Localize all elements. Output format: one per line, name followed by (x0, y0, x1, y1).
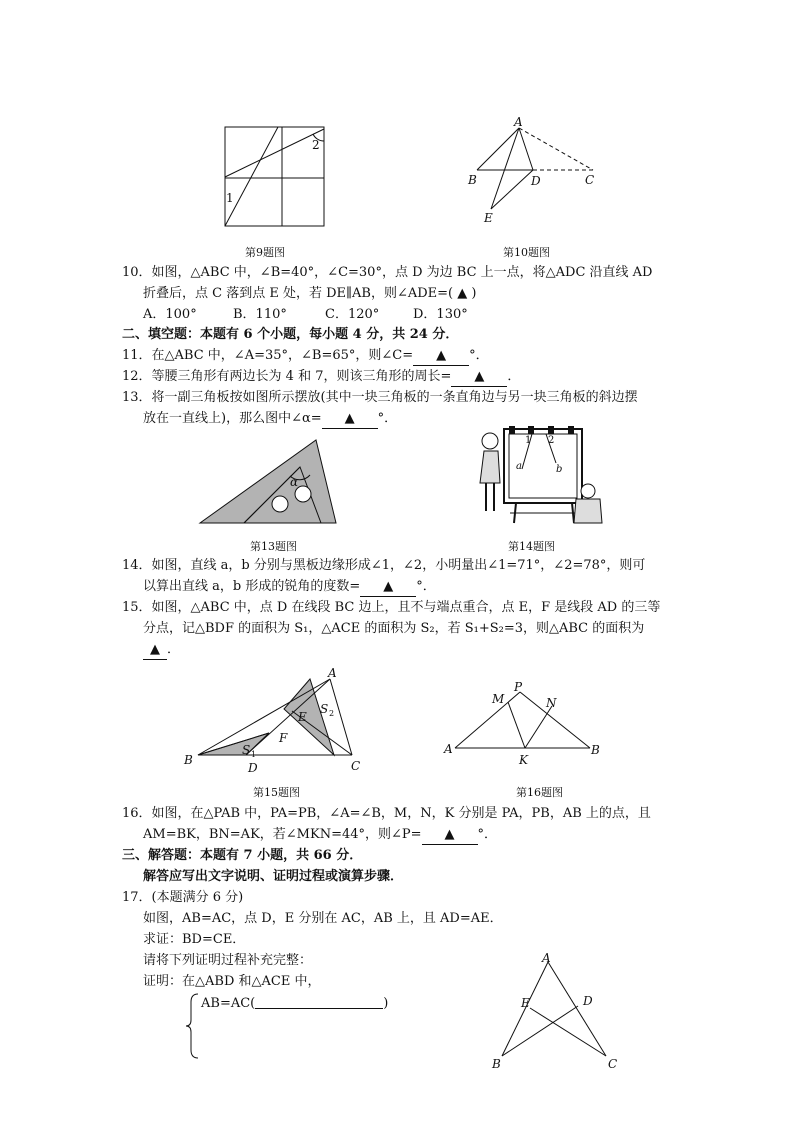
caption-fig13: 第13题图 (250, 540, 297, 553)
caption-fig16: 第16题图 (516, 786, 563, 799)
q10-option-d: D．130° (413, 307, 468, 322)
q17-line4: 证明：在△ABD 和△ACE 中， (143, 974, 321, 989)
q11: 11．在△ABC 中，∠A=35°，∠B=65°，则∠C= ▲ °． (122, 347, 489, 366)
fig16-label-P: P (514, 680, 523, 694)
q16-line1: 16．如图，在△PAB 中，PA=PB，∠A=∠B，M，N，K 分别是 PA，PB，AB 上的点，且 (122, 806, 651, 821)
q15-line1: 15．如图，△ABC 中，点 D 在线段 BC 边上，且不与端点重合，点 E，F 是线段 AD 的三等 (122, 600, 661, 615)
q15-line2: 分点，记△BDF 的面积为 S₁，△ACE 的面积为 S₂，若 S₁+S₂=3，则△ABC 的面积为 (143, 621, 645, 636)
fig15-label-S1-sub: 1 (251, 750, 257, 759)
fig10-label-B: B (468, 173, 477, 187)
q17-brace (185, 992, 201, 1060)
fig14-label-a: a (516, 461, 522, 472)
q13-line1: 13．将一副三角板按如图所示摆放(其中一块三角板的一条直角边与另一块三角板的斜边摆 (122, 390, 638, 405)
q17-line2: 求证：BD=CE． (143, 932, 246, 947)
fig9-label-2: 2 (312, 138, 320, 152)
figure-15 (180, 665, 370, 777)
caption-fig14: 第14题图 (508, 540, 555, 553)
fig10-label-C: C (585, 173, 595, 187)
q12: 12．等腰三角形有两边长为 4 和 7，则该三角形的周长= ▲ ． (122, 368, 520, 387)
fig14-label-1: 1 (525, 435, 532, 446)
caption-fig15: 第15题图 (253, 786, 300, 799)
fig17-label-B: B (492, 1057, 501, 1071)
fig17-label-E: E (521, 996, 530, 1010)
q14-line1: 14．如图，直线 a，b 分别与黑板边缘形成∠1，∠2，小明量出∠1=71°，∠2=78°，则可 (122, 558, 646, 573)
fig16-label-N: N (546, 696, 557, 710)
fig15-label-C: C (351, 759, 361, 773)
q13-line2: 放在一直线上)，那么图中∠α= ▲ °． (143, 410, 397, 429)
section2-heading: 二、填空题：本题有 6 个小题，每小题 4 分，共 24 分． (122, 327, 459, 342)
fig17-label-C: C (608, 1057, 618, 1071)
fig16-label-M: M (492, 692, 505, 706)
fig15-label-S1: S (242, 743, 251, 757)
fig16-label-K: K (519, 753, 528, 767)
figure-16 (440, 680, 605, 768)
fig10-label-A: A (514, 115, 523, 129)
fig14-label-b: b (556, 464, 563, 475)
fig17-label-A: A (542, 952, 551, 965)
figure-13 (196, 437, 344, 527)
fig16-label-A: A (444, 742, 453, 756)
figure-14 (476, 423, 606, 533)
fig15-label-B: B (184, 753, 193, 767)
fig17-label-D: D (583, 994, 593, 1008)
q15-line3: ▲ ． (143, 641, 180, 660)
fig10-label-E: E (484, 211, 493, 225)
section3-note: 解答应写出文字说明、证明过程或演算步骤． (143, 869, 404, 884)
q16-line2: AM=BK，BN=AK，若∠MKN=44°，则∠P= ▲ °． (143, 826, 497, 845)
q17-reason-blank[interactable] (255, 994, 383, 1009)
fig9-label-1: 1 (226, 191, 234, 205)
fig16-label-B: B (591, 743, 600, 757)
fig15-label-F: F (279, 731, 288, 745)
q10-line1: 10．如图，△ABC 中，∠B=40°，∠C=30°，点 D 为边 BC 上一点，将△ADC 沿直线 AD (122, 265, 653, 280)
fig15-label-S2: S (320, 702, 329, 716)
q17-head: 17．(本题满分 6 分) (122, 890, 244, 905)
section3-heading: 三、解答题：本题有 7 小题，共 66 分． (122, 848, 363, 863)
figure-10 (463, 113, 613, 228)
q17-proof-line: AB=AC( ) (201, 996, 389, 1011)
caption-fig9: 第9题图 (245, 246, 285, 259)
fig15-label-A: A (328, 666, 337, 680)
fig15-label-E: E (298, 710, 307, 724)
figure-9 (220, 122, 330, 230)
q10-option-a: A．100° (143, 307, 197, 322)
q17-line1: 如图，AB=AC，点 D，E 分别在 AC，AB 上，且 AD=AE． (143, 911, 503, 926)
fig15-label-S2-sub: 2 (329, 709, 335, 718)
fig14-label-2: 2 (548, 435, 555, 446)
fig10-label-D: D (531, 174, 541, 188)
q10-option-b: B．110° (233, 307, 287, 322)
fig13-alpha: α (290, 475, 299, 489)
caption-fig10: 第10题图 (503, 246, 550, 259)
q17-line3: 请将下列证明过程补充完整： (143, 953, 313, 968)
fig15-label-D: D (248, 761, 258, 775)
q10-line2: 折叠后，点 C 落到点 E 处，若 DE∥AB，则∠ADE=( ▲ ) (143, 286, 477, 301)
q14-line2: 以算出直线 a，b 形成的锐角的度数= ▲ °． (143, 578, 436, 597)
figure-17 (488, 952, 628, 1074)
q10-option-c: C．120° (325, 307, 380, 322)
